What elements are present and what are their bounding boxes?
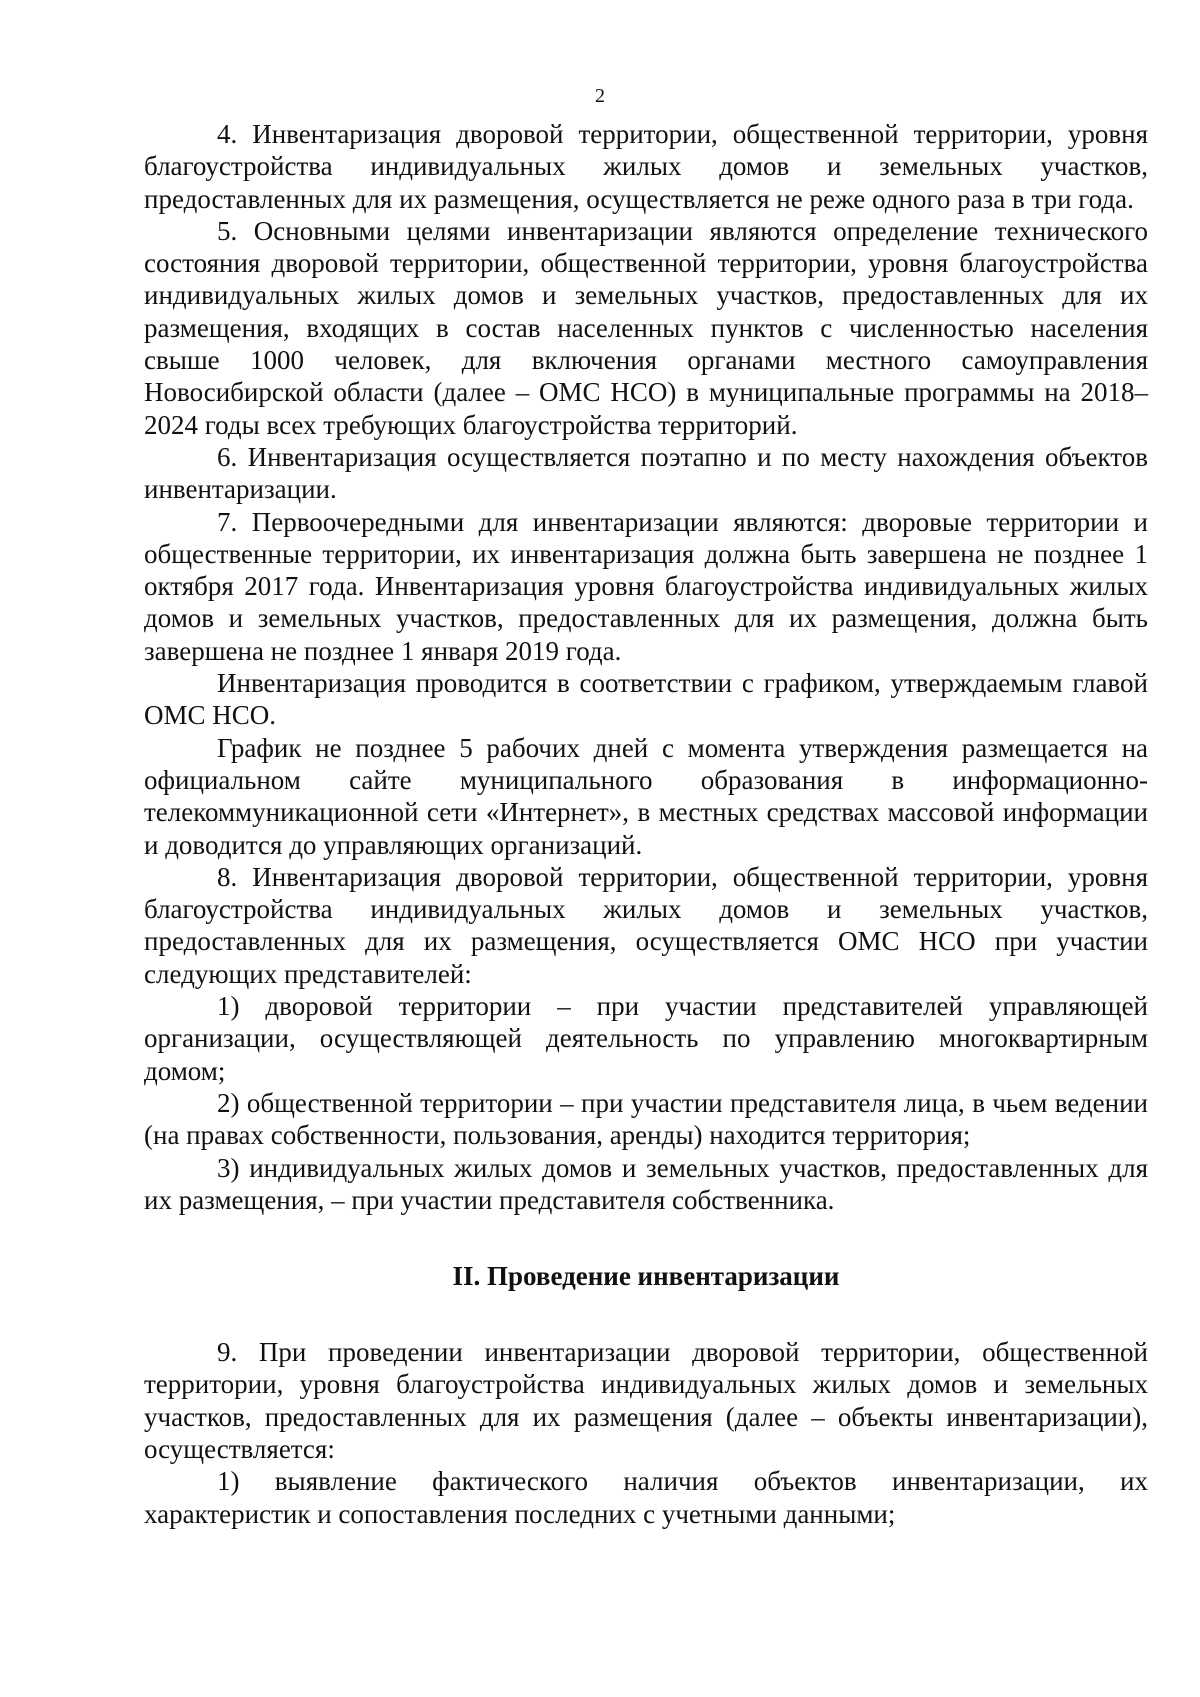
paragraph-schedule: Инвентаризация проводится в соответствии с графиком, утверждаемым главой ОМС НСО. <box>144 668 1148 731</box>
paragraph-subitem-1: 1) дворовой территории – при участии представителей управляющей организации, осуществляющей деятельность по управлению многоквартирным домом; <box>144 991 1148 1086</box>
paragraph-schedule-publication: График не позднее 5 рабочих дней с момента утверждения размещается на официальном сайте муниципального образования в информационно-телекоммуникационной сети «Интернет», в местных средствах массовой информации и доводится до управляющих организаций. <box>144 732 1148 860</box>
paragraph-item-7: 7. Первоочередными для инвентаризации являются: дворовые территории и общественные территории, их инвентаризация должна быть завершена не позднее 1 октября 2017 года. Инвентаризация уровня благоустройства индивидуальных жилых домов и земельных участков, предоставленных для их размещения, должна быть завершена не позднее 1 января 2019 года. <box>144 506 1148 666</box>
paragraph-item-9-subitem-1: 1) выявление фактического наличия объектов инвентаризации, их характеристик и сопоставления последних с учетными данными; <box>144 1466 1148 1529</box>
page-number: 2 <box>595 85 605 107</box>
paragraph-item-6: 6. Инвентаризация осуществляется поэтапно и по месту нахождения объектов инвентаризации. <box>144 441 1148 505</box>
paragraph-subitem-2: 2) общественной территории – при участии представителя лица, в чьем ведении (на правах собственности, пользования, аренды) находится территория; <box>144 1087 1148 1151</box>
section-heading: II. Проведение инвентаризации <box>452 1261 840 1292</box>
paragraph-item-9: 9. При проведении инвентаризации дворовой территории, общественной территории, уровня благоустройства индивидуальных жилых домов и земельных участков, предоставленных для их размещения (далее – объекты инвентаризации), осуществляется: <box>144 1337 1148 1464</box>
paragraph-item-8: 8. Инвентаризация дворовой территории, общественной территории, уровня благоустройства индивидуальных жилых домов и земельных участков, предоставленных для их размещения, осуществляется ОМС НСО при участии следующих представителей: <box>144 861 1148 989</box>
document-body <box>144 118 1148 1530</box>
paragraph-subitem-3: 3) индивидуальных жилых домов и земельных участков, предоставленных для их размещения, – при участии представителя собственника. <box>144 1152 1148 1215</box>
paragraph-item-5: 5. Основными целями инвентаризации являются определение технического состояния дворовой территории, общественной территории, уровня благоустройства индивидуальных жилых домов и земельных участков, предоставленных для их размещения, входящих в состав населенных пунктов с численностью населения свыше 1000 человек, для включения органами местного самоуправления Новосибирской области (далее – ОМС НСО) в муниципальные программы на 2018–2024 годы всех требующих благоустройства территорий. <box>144 215 1148 440</box>
paragraph-item-4: 4. Инвентаризация дворовой территории, общественной территории, уровня благоустройства индивидуальных жилых домов и земельных участков, предоставленных для их размещения, осуществляется не реже одного раза в три года. <box>144 119 1148 214</box>
